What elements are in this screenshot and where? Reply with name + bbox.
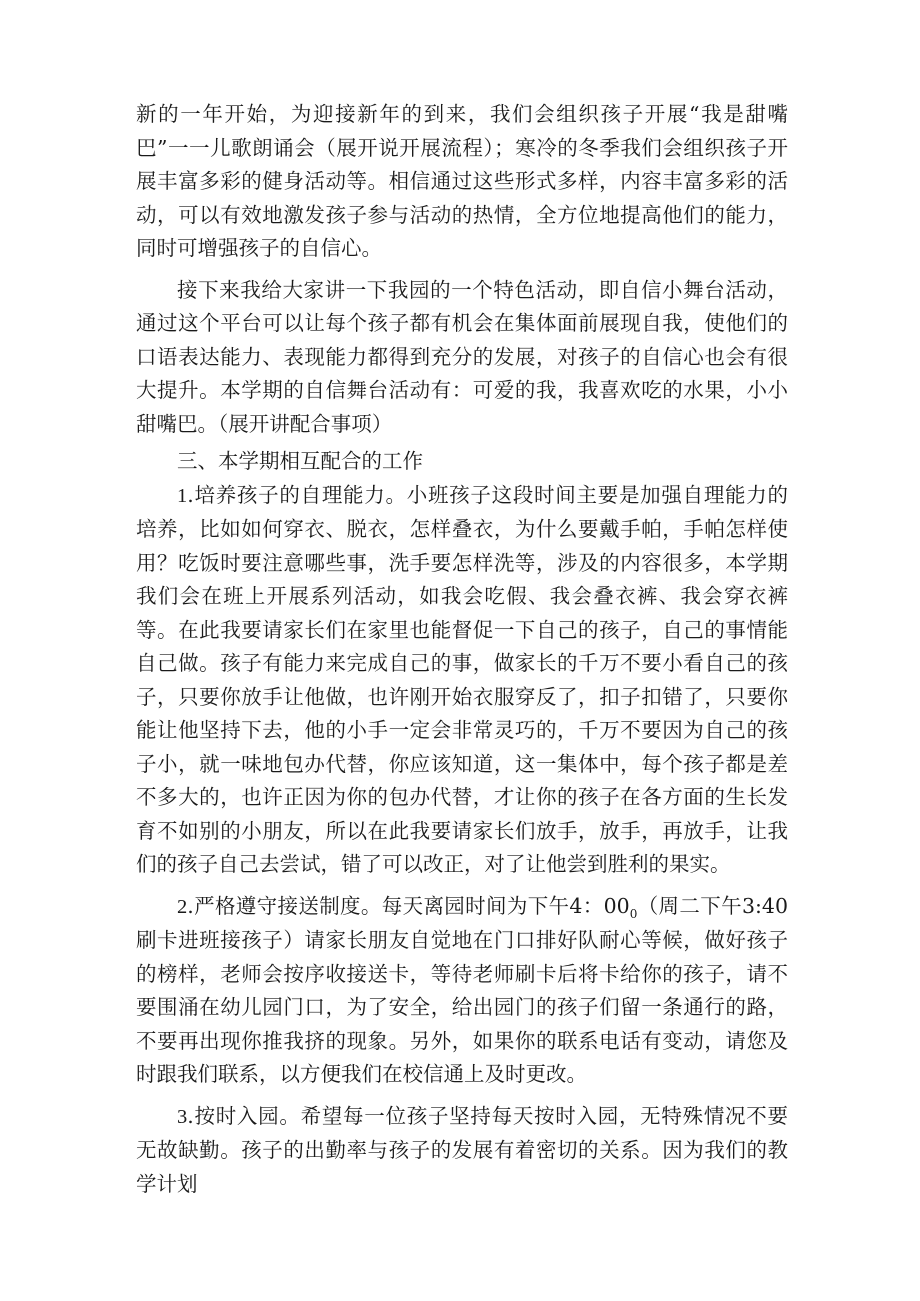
- item-text: .按时入园。希望每一位孩子坚持每天按时入园，无特殊情况不要无故缺勤。孩子的出勤率与孩子的发展有着密切的关系。因为我们的教学计划: [136, 1103, 788, 1196]
- item-subscript: 0: [629, 906, 638, 921]
- document-body: [136, 98, 788, 1201]
- item-number: 1: [177, 484, 188, 507]
- item-number: 2: [177, 895, 188, 918]
- paragraph-confidence-stage: 接下来我给大家讲一下我园的一个特色活动，即自信小舞台活动，通过这个平台可以让每个孩子都有机会在集体面前展现自我，使他们的口语表达能力、表现能力都得到充分的发展，对孩子的自信心也会有很大提升。本学期的自信舞台活动有：可爱的我，我喜欢吃的水果，小小甜嘴巴。（展开讲配合事项）: [136, 277, 788, 436]
- item-number: 3: [177, 1105, 188, 1128]
- list-item-self-care: [136, 479, 788, 882]
- list-item-pickup-rules: [136, 890, 788, 1092]
- paragraph-new-year-activities: 新的一年开始，为迎接新年的到来，我们会组织孩子开展“我是甜嘴巴”一一儿歌朗诵会（展开说开展流程）；寒冷的冬季我们会组织孩子开展丰富多彩的健身活动等。相信通过这些形式多样，内容丰富多彩的活动，可以有效地激发孩子参与活动的热情，全方位地提高他们的能力，同时可增强孩子的自信心。: [136, 102, 788, 260]
- item-text: .培养孩子的自理能力。小班孩子这段时间主要是加强自理能力的培养，比如如何穿衣、脱衣，怎样叠衣，为什么要戴手帕，手帕怎样使用？吃饭时要注意哪些事，洗手要怎样洗等，涉及的内容很多，本学期我们会在班上开展系列活动，如我会吃假、我会叠衣裤、我会穿衣裤等。在此我要请家长们在家里也能督促一下自己的孩子，自己的事情能自己做。孩子有能力来完成自己的事，做家长的千万不要小看自己的孩子，只要你放手让他做，也许刚开始衣服穿反了，扣子扣错了，只要你能让他坚持下去，他的小手一定会非常灵巧的，千万不要因为自己的孩子小，就一味地包办代替，你应该知道，这一集体中，每个孩子都是差不多大的，也许正因为你的包办代替，才让你的孩子在各方面的生长发育不如别的小朋友，所以在此我要请家长们放手，放手，再放手，让我们的孩子自己去尝试，错了可以改正，对了让他尝到胜利的果实。: [136, 482, 788, 876]
- item-text-before: .严格遵守接送制度。每天离园时间为下午4：00: [187, 893, 630, 918]
- section-heading: 三、本学期相互配合的工作: [177, 449, 423, 473]
- list-item-attendance: [136, 1100, 788, 1202]
- item-text-after: （周二下午3:40刷卡进班接孩子）请家长朋友自觉地在门口排好队耐心等候，做好孩子的榜样，老师会按序收接送卡，等待老师刷卡后将卡给你的孩子，请不要围涌在幼儿园门口，为了安全，给出园门的孩子们留一条通行的路，不要再出现你推我挤的现象。另外，如果你的联系电话有变动，请您及时跟我们联系，以方便我们在校信通上及时更改。: [136, 893, 788, 1086]
